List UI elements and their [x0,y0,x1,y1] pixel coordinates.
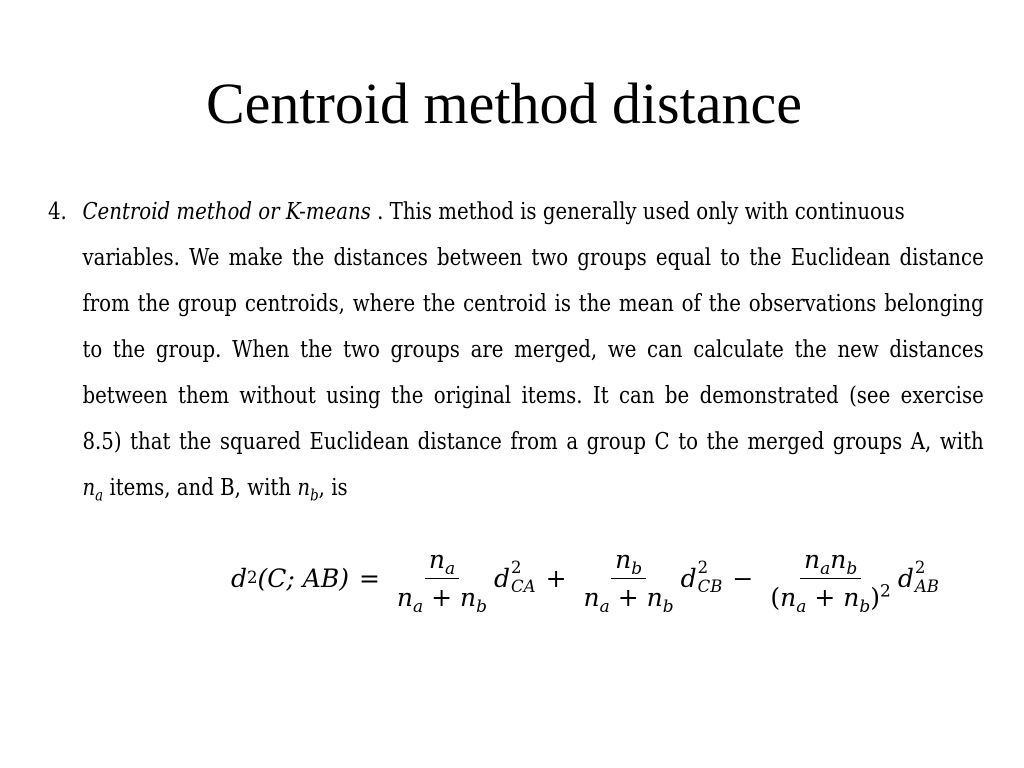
denominator [580,579,678,617]
distance-formula [231,528,939,628]
superscript-2: 2 [511,557,522,577]
paragraph-line: between them without using the original items. It can be demonstrated (see exercise [82,381,984,409]
open-paren: ( [770,582,781,612]
symbol-n: n [803,544,821,574]
paragraph-line: 8.5) that the squared Euclidean distance from a group C to the merged groups A, with [82,427,984,455]
symbol-n: n [396,582,414,612]
distance-d-ab [897,557,939,596]
superscript-2: 2 [880,581,891,602]
line-text: , is [318,473,348,501]
lhs-arguments: (C; AB) [257,563,349,593]
subscript-a: a [444,558,456,579]
plus-sign: + [431,582,453,612]
symbol-n: n [615,544,632,574]
plus-sign: + [814,582,836,612]
symbol-n: n [82,473,96,501]
item-number: 4. [48,197,67,225]
symbol-n: n [297,473,311,501]
plus-sign: + [617,582,639,612]
distance-d-cb [680,557,723,596]
minus-sign: − [732,563,754,593]
subscript-b: b [859,596,871,617]
symbol-n: n [843,582,860,612]
method-term: Centroid method or K-means [82,197,371,225]
subscript-cb: CB [697,577,723,596]
equals-sign: = [358,563,380,593]
symbol-n: n [830,544,847,574]
denominator [766,579,894,617]
symbol-n: n [428,544,445,574]
subscript-a: a [599,596,610,617]
symbol-n: n [460,582,477,612]
paragraph-line [82,464,347,510]
subscript-b: b [662,596,674,617]
fraction-nb [580,544,678,617]
symbol-n: n [780,582,797,612]
slide-title: Centroid method distance [206,71,802,136]
symbol-d: d [680,563,697,593]
symbol-d: d [231,563,248,593]
sup-sub-pair [697,557,723,596]
subscript-a: a [820,558,831,579]
subscript-ca: CA [511,577,536,596]
subscript-b: b [310,485,319,505]
subscript-b: b [476,596,488,617]
fraction-na [393,544,491,617]
subscript-a: a [95,485,104,505]
subscript-b: b [631,558,643,579]
fraction-nanb [766,544,894,617]
symbol-d: d [897,563,914,593]
distance-d-ca [494,557,536,596]
numerator [800,545,861,579]
numerator [611,545,646,579]
denominator [393,579,491,617]
plus-sign: + [545,563,567,593]
paragraph-line [82,188,904,234]
symbol-n: n [646,582,663,612]
superscript-2: 2 [697,557,709,577]
formula-lhs: d 2 (C; AB) [231,563,349,593]
sup-sub-pair [511,557,536,596]
paragraph-line: variables. We make the distances between two groups equal to the Euclidean distance [82,243,984,271]
subscript-b: b [846,558,858,579]
subscript-ab: AB [914,577,939,596]
line-text: items, and B, with [103,473,298,501]
line-text: . This method is generally used only with continuous [370,197,905,225]
paragraph-line: to the group. When the two groups are merged, we can calculate the new distances [82,335,984,363]
symbol-d: d [494,563,511,593]
subscript-a: a [796,596,807,617]
close-paren: ) [870,582,880,612]
paragraph-line: from the group centroids, where the centroid is the mean of the observations belonging [82,289,984,317]
numerator [425,545,459,579]
symbol-n: n [583,582,600,612]
superscript-2: 2 [914,557,926,577]
subscript-a: a [413,596,424,617]
sup-sub-pair [914,557,939,596]
